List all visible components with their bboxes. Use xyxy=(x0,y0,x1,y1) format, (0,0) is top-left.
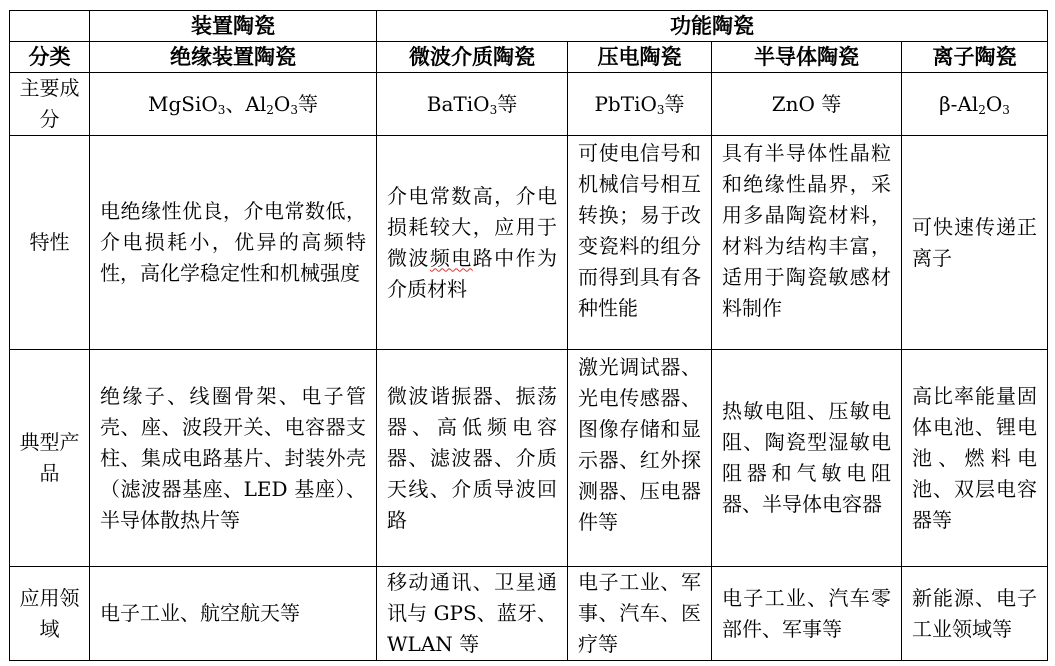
column-insulating-ceramics: 绝缘装置陶瓷 xyxy=(90,42,377,73)
group-functional-ceramics: 功能陶瓷 xyxy=(377,11,1048,42)
spellcheck-marked-text: 频电 xyxy=(429,245,473,270)
composition-insulating: MgSiO$_3$、$Al_2O_3$等 xyxy=(90,73,377,136)
composition-semiconductor: ZnO 等 xyxy=(712,73,902,136)
column-semiconductor-ceramics: 半导体陶瓷 xyxy=(712,42,902,73)
products-row-label: 典型产品 xyxy=(10,350,90,567)
ceramics-table-container xyxy=(9,10,1048,661)
applications-row xyxy=(10,567,1048,661)
ceramics-classification-table xyxy=(9,10,1048,661)
properties-microwave: 介电常数高，介电损耗较大，应用于微波频电路中作为介质材料 xyxy=(377,136,568,350)
products-row xyxy=(10,350,1048,567)
properties-insulating: 电绝缘性优良，介电常数低，介电损耗小，优异的高频特性，高化学稳定性和机械强度 xyxy=(90,136,377,350)
column-microwave-ceramics: 微波介质陶瓷 xyxy=(377,42,568,73)
applications-row-label: 应用领域 xyxy=(10,567,90,661)
products-insulating: 绝缘子、线圈骨架、电子管壳、座、波段开关、电容器支柱、集成电路基片、封装外壳（滤波器基座、LED 基座）、半导体散热片等 xyxy=(90,350,377,567)
column-piezoelectric-ceramics: 压电陶瓷 xyxy=(568,42,712,73)
composition-piezo: PbTiO$_3$等 xyxy=(568,73,712,136)
properties-semiconductor: 具有半导体性晶粒和绝缘性晶界，采用多晶陶瓷材料，材料为结构丰富，适用于陶瓷敏感材料制作 xyxy=(712,136,902,350)
group-structural-ceramics: 装置陶瓷 xyxy=(90,11,377,42)
column-ionic-ceramics: 离子陶瓷 xyxy=(902,42,1048,73)
group-header-row xyxy=(10,11,1048,42)
applications-ionic: 新能源、电子工业领域等 xyxy=(902,567,1048,661)
properties-row xyxy=(10,136,1048,350)
empty-corner-cell xyxy=(10,11,90,42)
products-piezo: 激光调试器、光电传感器、图像存储和显示器、红外探测器、压电器件等 xyxy=(568,350,712,567)
products-semiconductor: 热敏电阻、压敏电阻、陶瓷型湿敏电阻器和气敏电阻器、半导体电容器 xyxy=(712,350,902,567)
applications-microwave: 移动通讯、卫星通讯与 GPS、蓝牙、WLAN 等 xyxy=(377,567,568,661)
category-label: 分类 xyxy=(10,42,90,73)
properties-ionic: 可快速传递正离子 xyxy=(902,136,1048,350)
properties-piezo: 可使电信号和机械信号相互转换；易于改变瓷料的组分而得到具有各种性能 xyxy=(568,136,712,350)
column-header-row xyxy=(10,42,1048,73)
applications-semiconductor: 电子工业、汽车零部件、军事等 xyxy=(712,567,902,661)
products-microwave: 微波谐振器、振荡器、高低频电容器、滤波器、介质天线、介质导波回路 xyxy=(377,350,568,567)
composition-row xyxy=(10,73,1048,136)
composition-row-label: 主要成分 xyxy=(10,73,90,136)
composition-microwave: BaTiO$_3$等 xyxy=(377,73,568,136)
applications-piezo: 电子工业、军事、汽车、医疗等 xyxy=(568,567,712,661)
composition-ionic: $\beta-Al_2O_3$ xyxy=(902,73,1048,136)
products-ionic: 高比率能量固体电池、锂电池、燃料电池、双层电容器等 xyxy=(902,350,1048,567)
properties-row-label: 特性 xyxy=(10,136,90,350)
applications-insulating: 电子工业、航空航天等 xyxy=(90,567,377,661)
